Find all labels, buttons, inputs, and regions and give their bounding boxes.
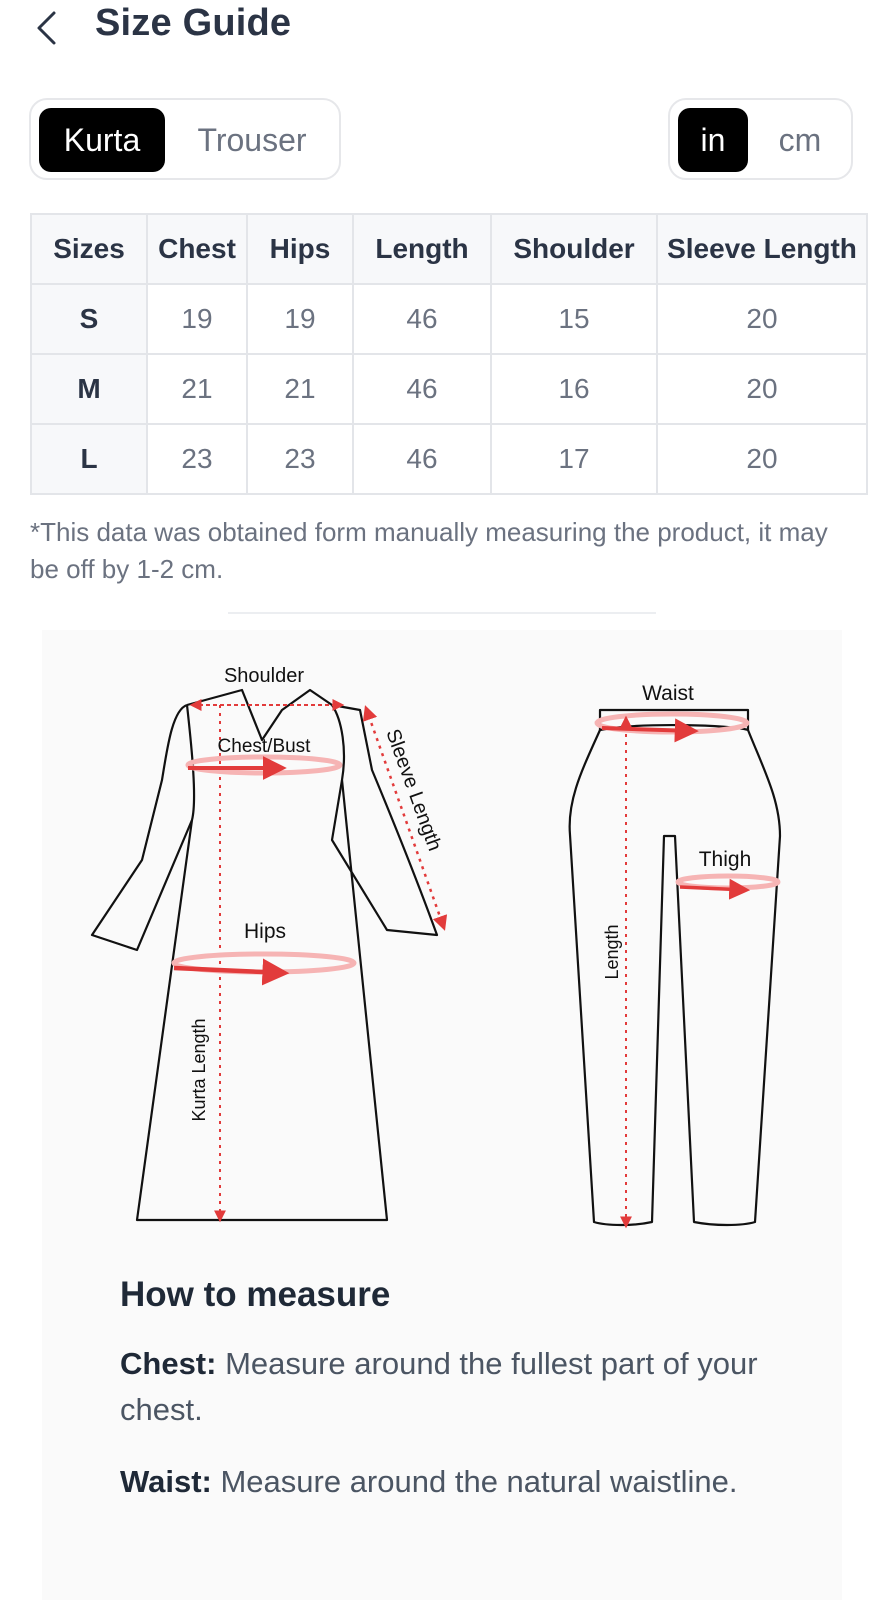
tab-trouser[interactable]: Trouser — [171, 108, 333, 172]
table-cell: 46 — [353, 284, 491, 354]
size-cell: L — [31, 424, 147, 494]
instruction-term: Waist: — [120, 1464, 212, 1499]
header-sleeve-length: Sleeve Length — [657, 214, 867, 284]
table-header-row — [31, 214, 867, 284]
instruction-text: Measure around the natural waistline. — [211, 1464, 738, 1499]
how-to-measure-title: How to measure — [120, 1275, 391, 1314]
unit-toggle — [668, 98, 853, 180]
measurement-note: *This data was obtained form manually measuring the product, it may be off by 1-2 cm. — [30, 517, 828, 584]
kurta-length-label: Kurta Length — [189, 1018, 209, 1122]
measurement-diagram — [42, 630, 842, 1250]
table-cell: 46 — [353, 424, 491, 494]
table-cell: 21 — [147, 354, 247, 424]
table-row — [31, 424, 867, 494]
page-title: Size Guide — [95, 2, 292, 44]
instruction-text: Measure around the fullest part of your chest. — [120, 1346, 758, 1427]
shoulder-label: Shoulder — [223, 665, 305, 687]
unit-cm-button[interactable]: cm — [754, 108, 846, 172]
header — [0, 0, 884, 52]
table-row — [31, 354, 867, 424]
waist-instruction — [120, 1459, 800, 1505]
table-cell: 23 — [147, 424, 247, 494]
garment-toggle — [29, 98, 341, 180]
size-table — [30, 213, 868, 495]
table-cell: 15 — [491, 284, 657, 354]
thigh-label: Thigh — [698, 848, 752, 871]
table-cell: 17 — [491, 424, 657, 494]
unit-in-button[interactable]: in — [678, 108, 748, 172]
header-length: Length — [353, 214, 491, 284]
tab-kurta[interactable]: Kurta — [39, 108, 165, 172]
table-cell: 23 — [247, 424, 353, 494]
sleeve-length-label: Sleeve Length — [381, 726, 446, 854]
chevron-left-icon[interactable] — [32, 8, 62, 48]
table-cell: 19 — [247, 284, 353, 354]
table-row — [31, 284, 867, 354]
chest-label: Chest/Bust — [217, 736, 311, 757]
hips-arrow — [174, 968, 284, 973]
table-cell: 20 — [657, 284, 867, 354]
table-cell: 20 — [657, 354, 867, 424]
table-cell: 19 — [147, 284, 247, 354]
measure-panel — [42, 630, 842, 1600]
header-chest: Chest — [147, 214, 247, 284]
how-to-measure-section — [120, 1275, 800, 1531]
waist-label: Waist — [642, 682, 694, 705]
table-cell: 16 — [491, 354, 657, 424]
size-cell: M — [31, 354, 147, 424]
chest-instruction — [120, 1341, 800, 1433]
header-hips: Hips — [247, 214, 353, 284]
header-shoulder: Shoulder — [491, 214, 657, 284]
divider — [228, 612, 656, 614]
table-cell: 20 — [657, 424, 867, 494]
size-cell: S — [31, 284, 147, 354]
table-cell: 21 — [247, 354, 353, 424]
hips-label: Hips — [243, 920, 287, 943]
chest-band — [188, 757, 340, 773]
table-cell: 46 — [353, 354, 491, 424]
instruction-term: Chest: — [120, 1346, 217, 1381]
header-sizes: Sizes — [31, 214, 147, 284]
trouser-length-label: Length — [602, 924, 622, 980]
